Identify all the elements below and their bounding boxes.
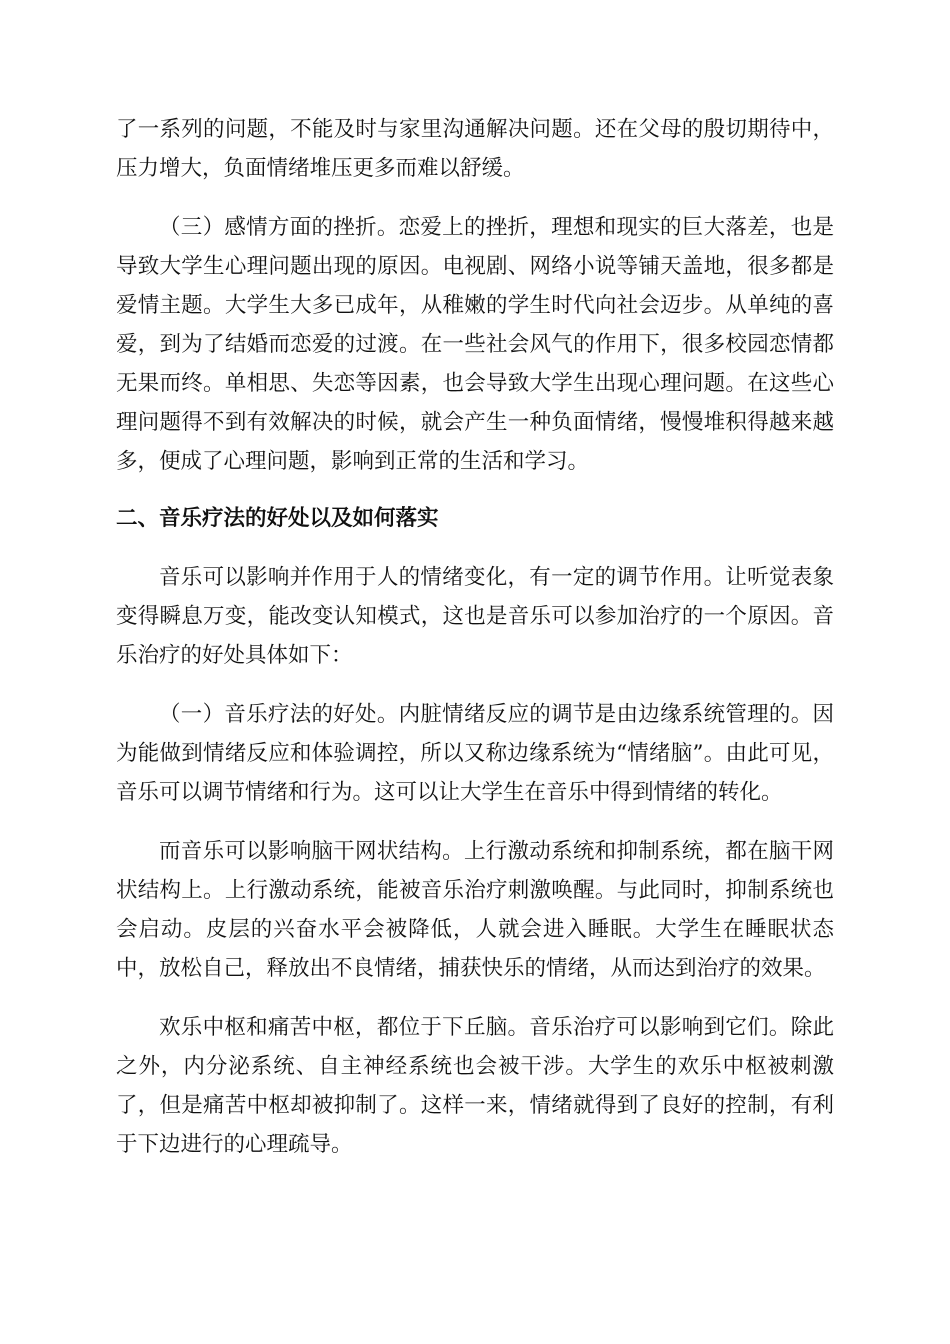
paragraph-continuation: 了一系列的问题，不能及时与家里沟通解决问题。还在父母的殷切期待中，压力增大，负面情绪堆压更多而难以舒缓。 [116, 117, 834, 181]
paragraph-hypothalamus: 欢乐中枢和痛苦中枢，都位于下丘脑。音乐治疗可以影响到它们。除此之外，内分泌系统、自主神经系统也会被干涉。大学生的欢乐中枢被刺激了，但是痛苦中枢却被抑制了。这样一来，情绪就得到了良好的控制，有利于下边进行的心理疏导。 [116, 1015, 834, 1157]
section-heading: 二、音乐疗法的好处以及如何落实 [116, 506, 439, 531]
paragraph-brainstem: 而音乐可以影响脑干网状结构。上行激动系统和抑制系统，都在脑干网状结构上。上行激动系统，能被音乐治疗刺激唤醒。与此同时，抑制系统也会启动。皮层的兴奋水平会被降低，人就会进入睡眠。大学生在睡眠状态中，放松自己，释放出不良情绪，捕获快乐的情绪，从而达到治疗的效果。 [116, 839, 834, 981]
document-body [116, 110, 834, 1164]
paragraph-emotional-setbacks: （三）感情方面的挫折。恋爱上的挫折，理想和现实的巨大落差，也是导致大学生心理问题出现的原因。电视剧、网络小说等铺天盖地，很多都是爱情主题。大学生大多已成年，从稚嫩的学生时代向社会迈步。从单纯的喜爱，到为了结婚而恋爱的过渡。在一些社会风气的作用下，很多校园恋情都无果而终。单相思、失恋等因素，也会导致大学生出现心理问题。在这些心理问题得不到有效解决的时候，就会产生一种负面情绪，慢慢堆积得越来越多，便成了心理问题，影响到正常的生活和学习。 [116, 215, 834, 474]
paragraph-music-intro: 音乐可以影响并作用于人的情绪变化，有一定的调节作用。让听觉表象变得瞬息万变，能改变认知模式，这也是音乐可以参加治疗的一个原因。音乐治疗的好处具体如下： [116, 565, 834, 668]
paragraph-music-benefits: （一）音乐疗法的好处。内脏情绪反应的调节是由边缘系统管理的。因为能做到情绪反应和体验调控，所以又称边缘系统为“情绪脑”。由此可见，音乐可以调节情绪和行为。这可以让大学生在音乐中得到情绪的转化。 [116, 702, 834, 805]
